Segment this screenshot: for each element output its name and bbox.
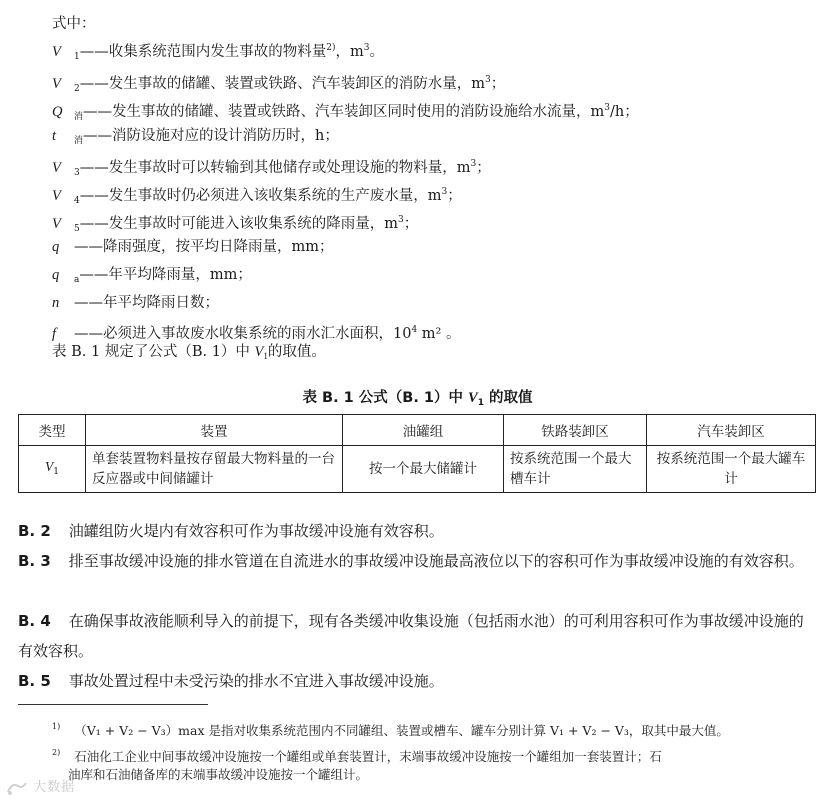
footnote-1: $^{1)}$ （V₁ + V₂ − V₃）max 是指对收集系统范围内不同罐组、装置或槽车、罐车分别计算 V₁ + V₂ − V₃，取其中最大值。 [52,722,729,738]
definition-item [52,182,462,211]
definition-text: ——发生事故的储罐、装置或铁路、汽车装卸区同时使用的消防设施给水流量，m [83,104,605,120]
definition-subscript: 5 [74,224,80,234]
definition-text: ——发生事故时仍必须进入该收集系统的生产废水量，m [79,188,442,204]
definition-symbol: V [52,44,61,60]
footnote-2: $^{2)}$ 石油化工企业中间事故缓冲设施按一个罐组或单套装置计，末端事故缓冲设施按一个罐组加一套装置计；石 [52,748,662,764]
definition-text: ——消防设施对应的设计消防历时，h； [83,128,339,144]
cell-tank-group: 按一个最大储罐计 [343,446,504,493]
paragraph-b2: B. 2 油罐组防火堤内有效容积可作为事故缓冲设施有效容积。 [18,522,444,540]
footnote-reference: 2) [326,43,336,53]
unit-exponent: 3 [363,43,370,53]
unit-exponent: 3 [470,159,477,169]
definition-unit-tail: 。 [369,44,384,60]
definition-symbol: n [52,295,60,311]
definition-item [52,70,505,99]
definition-subscript: 3 [74,168,80,178]
definition-unit-tail: ； [476,160,491,176]
definition-symbol: f [52,326,57,342]
definition-text: ——必须进入事故废水收集系统的雨水汇水面积，10 [74,326,412,342]
definition-subscript: 4 [74,196,80,206]
table-reference [52,342,326,366]
paragraph-b5: B. 5 事故处置过程中未受污染的排水不宜进入事故缓冲设施。 [18,672,444,690]
definition-item [52,265,252,290]
definition-text: ——发生事故的储罐、装置或铁路、汽车装卸区的消防水量，m [79,76,485,92]
definition-symbol: V [52,216,61,232]
definition-text: ——年平均降雨量，mm； [79,267,252,283]
header-type: 类型 [19,415,86,446]
definition-item [52,38,384,67]
definition-text: ——收集系统范围内发生事故的物料量 [79,44,327,60]
definition-item [52,293,219,313]
definition-symbol: V [52,76,61,92]
table-ref-post: 的取值。 [267,344,326,360]
definition-subscript: a [74,275,80,285]
definition-item [52,237,334,257]
definition-symbol: q [52,239,60,255]
unit-exponent: 3 [397,215,404,225]
definition-symbol: V [52,160,61,176]
table-row [19,446,816,493]
cell-type: $V_1$ [19,446,86,493]
table-header-row [19,415,816,446]
footnote-2-continued: 油库和石油储备库的末端事故缓冲设施按一个罐组计。 [68,767,369,782]
unit-exponent: 3 [484,75,491,85]
header-device: 装置 [86,415,343,446]
definition-subscript: 消 [74,112,84,122]
definition-symbol: V [52,188,61,204]
definition-unit-tail: ； [403,216,419,232]
definition-subscript: 1 [74,52,80,62]
definition-item [52,210,418,239]
header-truck-area: 汽车装卸区 [647,415,816,446]
watermark-logo-icon [6,780,28,796]
definition-unit: ，m [335,44,364,60]
definition-subscript: 消 [74,136,84,146]
definition-item [52,126,339,151]
definition-symbol: t [52,128,57,144]
intro-text: 式中： [52,16,96,32]
unit-exponent: 3 [441,187,448,197]
definition-item [52,320,460,344]
header-tank-group: 油罐组 [343,415,504,446]
values-table [18,414,816,493]
unit-exponent: 3 [604,103,610,113]
cell-device: 单套装置物料量按存留最大物料量的一台反应器或中间储罐计 [86,446,343,493]
table-title: 表 B. 1 公式（B. 1）中 $V_1$ 的取值 [302,390,533,408]
definition-symbol: Q [52,104,63,120]
definition-unit-tail: ； [490,76,506,92]
definition-item [52,98,639,127]
definition-unit-tail: ； [447,188,462,204]
paragraph-b4: B. 4 在确保事故液能顺利导入的前提下，现有各类缓冲收集设施（包括雨水池）的可利用容积可作为事故缓冲设施的有效容积。 [18,612,804,660]
definition-text: ——发生事故时可能进入该收集系统的降雨量，m [79,216,398,232]
unit-exponent: 4 [411,325,418,335]
cell-truck-area: 按系统范围一个最大罐车计 [647,446,816,493]
definition-text: ——发生事故时可以转输到其他储存或处理设施的物料量，m [79,160,471,176]
cell-rail-area: 按系统范围一个最大槽车计 [504,446,647,493]
definition-unit-tail: /h； [610,104,639,120]
definition-symbol: q [52,267,60,283]
header-rail-area: 铁路装卸区 [504,415,647,446]
footnote-divider [18,704,208,705]
definition-text: ——年平均降雨日数； [74,295,219,311]
table-ref-pre: 表 B. 1 规定了公式（B. 1）中 [52,344,255,360]
table-ref-symbol: $V_1$ [254,344,268,361]
definition-item [52,154,491,183]
paragraph-b3: B. 3 排至事故缓冲设施的排水管道在自流进水的事故缓冲设施最高液位以下的容积可作为事故缓冲设施的有效容积。 [18,552,804,570]
watermark: 大数据 [6,776,75,796]
definition-unit-tail: m² 。 [417,326,461,342]
definition-subscript: 2 [74,84,80,94]
definition-text: ——降雨强度，按平均日降雨量，mm； [74,239,334,255]
